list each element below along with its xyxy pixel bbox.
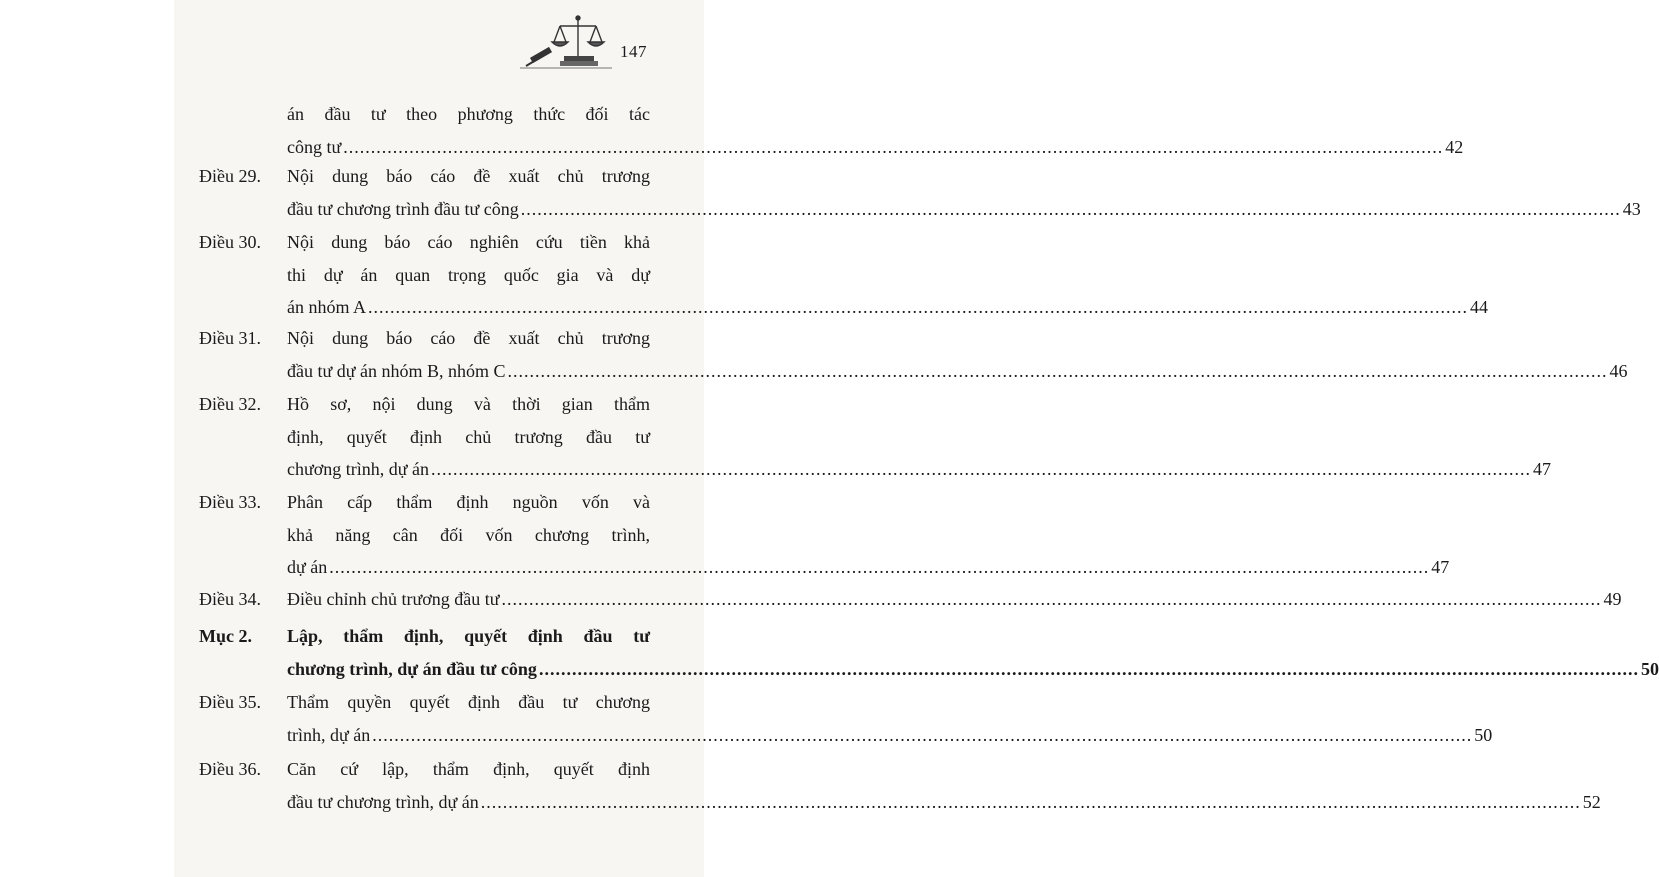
toc-dot-leader: ........................................................................................................................................................................................................ xyxy=(520,198,1621,219)
toc-dot-leader: ........................................................................................................................................................................................................ xyxy=(343,136,1444,157)
toc-entry-page-number: 43 xyxy=(1622,198,1641,219)
toc-entry-page-number: 42 xyxy=(1445,136,1464,157)
toc-entry-page-number: 52 xyxy=(1582,791,1601,812)
toc-entry-title-line xyxy=(287,786,1601,818)
toc-entry-title-line: Thẩm quyền quyết định đầu tư chương xyxy=(287,692,650,712)
toc-entry-title-text: chương trình, dự án đầu tư công xyxy=(287,658,537,679)
toc-entry-title-line: khả năng cân đối vốn chương trình, xyxy=(287,524,650,545)
toc-entry-number: Điều 30. xyxy=(199,232,261,252)
toc-entry-title-line: Căn cứ lập, thẩm định, quyết định xyxy=(287,759,650,779)
toc-entry-title-line: Nội dung báo cáo nghiên cứu tiền khả xyxy=(287,232,650,252)
toc-entry-page-number: 47 xyxy=(1533,459,1552,479)
toc-entry-number: Mục 2. xyxy=(199,626,252,646)
toc-entry-title-line xyxy=(287,551,1450,583)
toc-entry-title-text: đầu tư chương trình, dự án xyxy=(287,791,479,812)
toc-entry-title-text: Điều chỉnh chủ trương đầu tư xyxy=(287,589,500,609)
toc-entry-title-line: định, quyết định chủ trương đầu tư xyxy=(287,426,650,447)
page-number: 147 xyxy=(620,42,647,61)
toc-entry-title-text: đầu tư dự án nhóm B, nhóm C xyxy=(287,360,506,381)
toc-entry-page-number: 46 xyxy=(1609,360,1628,381)
toc-entry-page-number: 47 xyxy=(1431,557,1450,577)
toc-entry-page-number: 44 xyxy=(1470,297,1488,317)
toc-dot-leader: ........................................................................................................................................................................................................ xyxy=(368,297,1468,317)
toc-entry-title-line: Nội dung báo cáo đề xuất chủ trương xyxy=(287,328,650,348)
toc-dot-leader: ........................................................................................................................................................................................................ xyxy=(538,658,1639,679)
toc-entry-title-text: công tư xyxy=(287,136,342,157)
toc-entry-title-line: án đầu tư theo phương thức đối tác xyxy=(287,104,650,124)
toc-entry-number: Điều 32. xyxy=(199,394,261,414)
toc-entry-title-text: án nhóm A xyxy=(287,297,366,317)
toc-entry-title-line xyxy=(287,291,1488,323)
toc-entry-title-text: đầu tư chương trình đầu tư công xyxy=(287,198,519,219)
toc-entry-title-line: Hồ sơ, nội dung và thời gian thẩm xyxy=(287,394,650,414)
toc-entry-number: Điều 35. xyxy=(199,692,261,712)
toc-entry-title-line: thi dự án quan trọng quốc gia và dự xyxy=(287,264,650,285)
toc-entry-title-text: dự án xyxy=(287,557,328,577)
toc-entry-title-line xyxy=(287,653,1659,685)
toc-dot-leader: ........................................................................................................................................................................................................ xyxy=(507,360,1608,381)
toc-entry-number: Điều 29. xyxy=(199,166,261,186)
toc-entry-title-line: Nội dung báo cáo đề xuất chủ trương xyxy=(287,166,650,186)
toc-entry-title-line: Lập, thẩm định, quyết định đầu tư xyxy=(287,626,650,646)
toc-dot-leader: ........................................................................................................................................................................................................ xyxy=(431,459,1532,479)
toc-entry-title-line xyxy=(287,355,1628,387)
toc-entry-title-line xyxy=(287,583,1622,615)
toc-entry-page-number: 50 xyxy=(1640,658,1659,679)
toc-dot-leader: ........................................................................................................................................................................................................ xyxy=(480,791,1581,812)
toc-entry-title-text: trình, dự án xyxy=(287,724,371,745)
toc-dot-leader: ........................................................................................................................................................................................................ xyxy=(329,557,1430,577)
toc-entry-title-text: chương trình, dự án xyxy=(287,459,430,479)
toc-entry-title-line xyxy=(287,719,1493,751)
toc-entry-number: Điều 34. xyxy=(199,589,261,609)
toc-dot-leader: ........................................................................................................................................................................................................ xyxy=(372,724,1473,745)
toc-dot-leader: ........................................................................................................................................................................................................ xyxy=(501,589,1602,609)
toc-entry-title-line xyxy=(287,193,1641,225)
toc-entry-number: Điều 36. xyxy=(199,759,261,779)
toc-entry-title-line xyxy=(287,131,1464,163)
toc-entry-title-line: Phân cấp thẩm định nguồn vốn và xyxy=(287,492,650,512)
toc-entry-title-line xyxy=(287,453,1552,485)
scales-of-justice-gavel-icon xyxy=(520,12,612,70)
toc-entry-number: Điều 31. xyxy=(199,328,261,348)
toc-entry-page-number: 50 xyxy=(1474,724,1493,745)
toc-entry-number: Điều 33. xyxy=(199,492,261,512)
toc-entry-page-number: 49 xyxy=(1603,589,1622,609)
